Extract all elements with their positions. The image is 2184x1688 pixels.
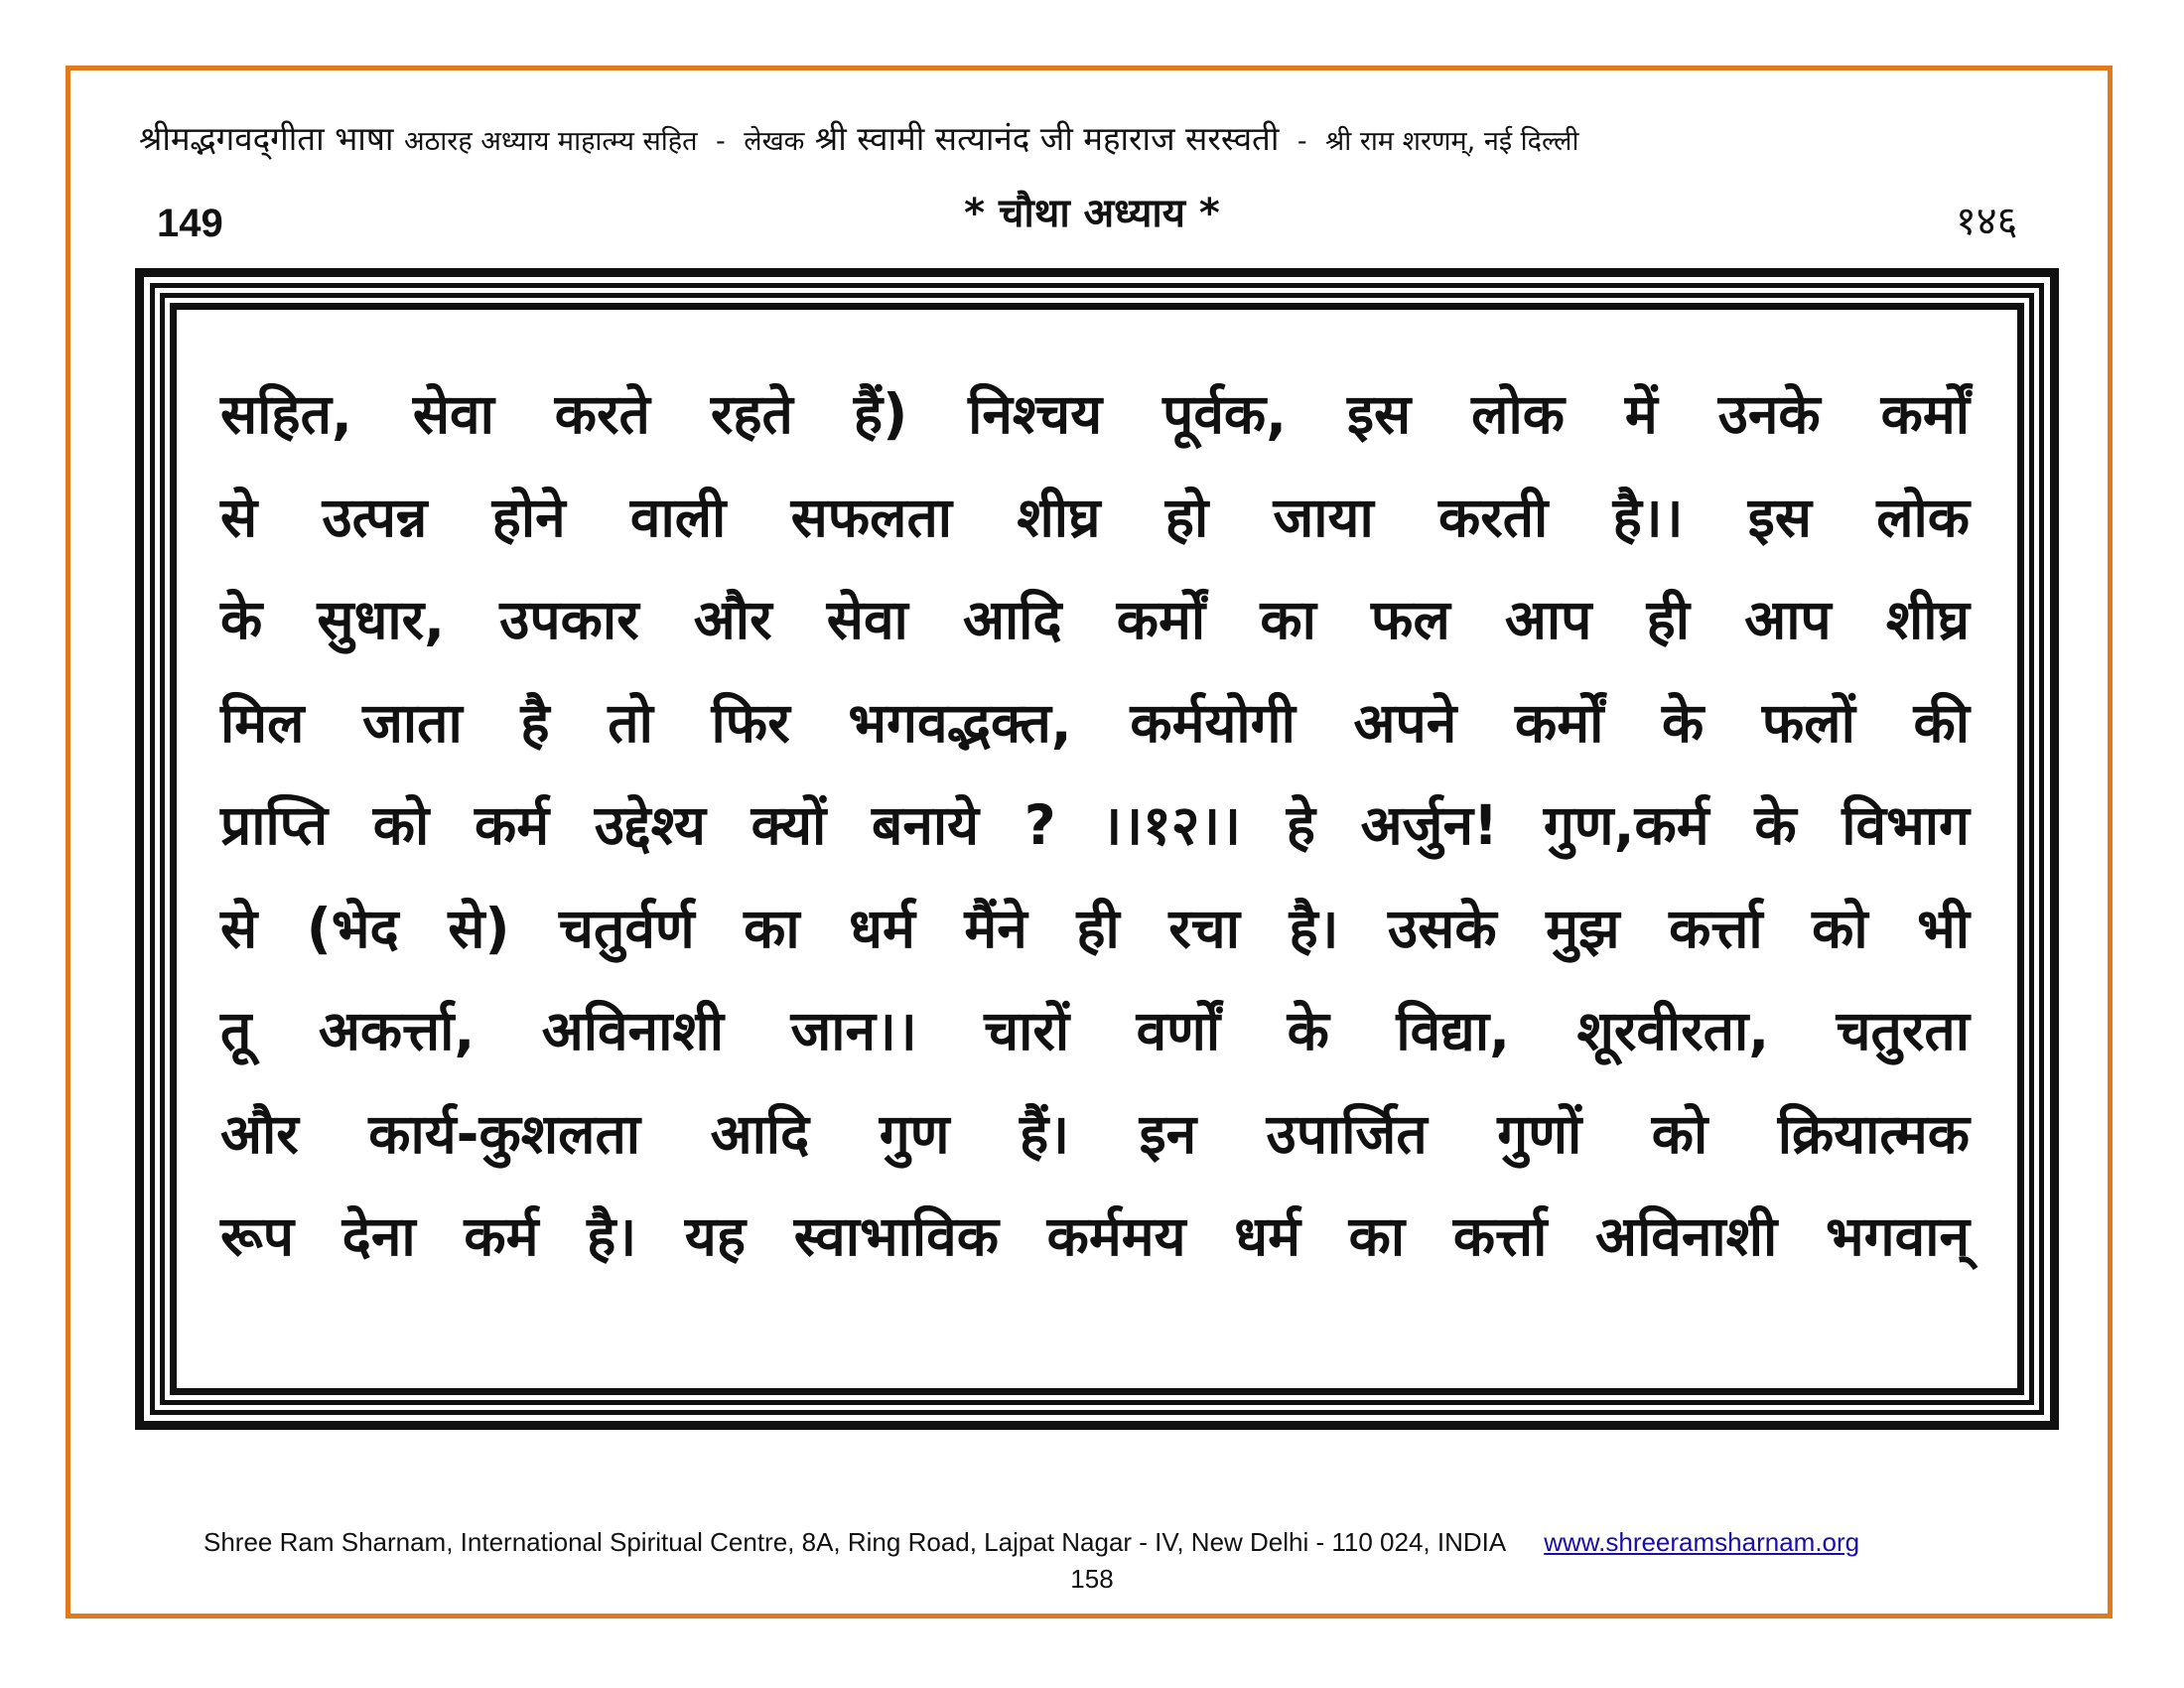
header-separator-1: -: [716, 126, 726, 157]
body-text: [220, 363, 1970, 1289]
text-line: प्राप्ति को कर्म उद्देश्य क्यों बनाये ? ।।१२।। हे अर्जुन! गुण,कर्म के विभाग: [220, 793, 1970, 857]
header-separator-2: -: [1297, 126, 1307, 157]
footer-address: Shree Ram Sharnam, International Spiritual Centre, 8A, Ring Road, Lajpat Nagar - IV, New Delhi - 110 024, INDIA: [204, 1527, 1507, 1557]
text-line: के सुधार, उपकार और सेवा आदि कर्मों का फल आप ही आप शीघ्र: [220, 588, 1970, 651]
text-line: मिल जाता है तो फिर भगवद्भक्त, कर्मयोगी अपने कर्मों के फलों की: [220, 690, 1970, 755]
text-line: सहित, सेवा करते रहते हैं) निश्चय पूर्वक, इस लोक में उनके कर्मों: [220, 382, 1970, 446]
running-header: [139, 117, 2065, 164]
book-title: श्रीमद्भगवद्‌गीता भाषा: [139, 119, 394, 158]
website-link[interactable]: www.shreeramsharnam.org: [1544, 1527, 1860, 1557]
author-name: श्री स्वामी सत्यानंद जी महाराज सरस्वती: [814, 119, 1280, 158]
footer-address-line: [204, 1526, 2010, 1558]
page-number-right: १४६: [1956, 199, 2018, 244]
book-subtitle: अठारह अध्याय माहात्म्य सहित: [403, 126, 698, 157]
page-number-left: 149: [157, 202, 223, 245]
text-line: से (भेद से) चतुर्वर्ण का धर्म मैंने ही रचा है। उसके मुझ कर्त्ता को भी: [220, 896, 1970, 960]
author-label: लेखक: [744, 126, 805, 157]
publisher-name: श्री राम शरणम्, नई दिल्ली: [1325, 126, 1579, 157]
text-line: से उत्पन्न होने वाली सफलता शीघ्र हो जाया करती है।। इस लोक: [220, 485, 1970, 549]
text-line: और कार्य-कुशलता आदि गुण हैं। इन उपार्जित गुणों को क्रियात्मक: [220, 1101, 1970, 1166]
footer-page-number: 158: [1070, 1564, 1114, 1594]
text-line: तू अकर्त्ता, अविनाशी जान।। चारों वर्णों के विद्या, शूरवीरता, चतुरता: [220, 999, 1970, 1062]
text-line: रूप देना कर्म है। यह स्वाभाविक कर्ममय धर्म का कर्त्ता अविनाशी भगवान्: [220, 1204, 1970, 1268]
chapter-title: * चौथा अध्याय *: [964, 191, 1220, 236]
